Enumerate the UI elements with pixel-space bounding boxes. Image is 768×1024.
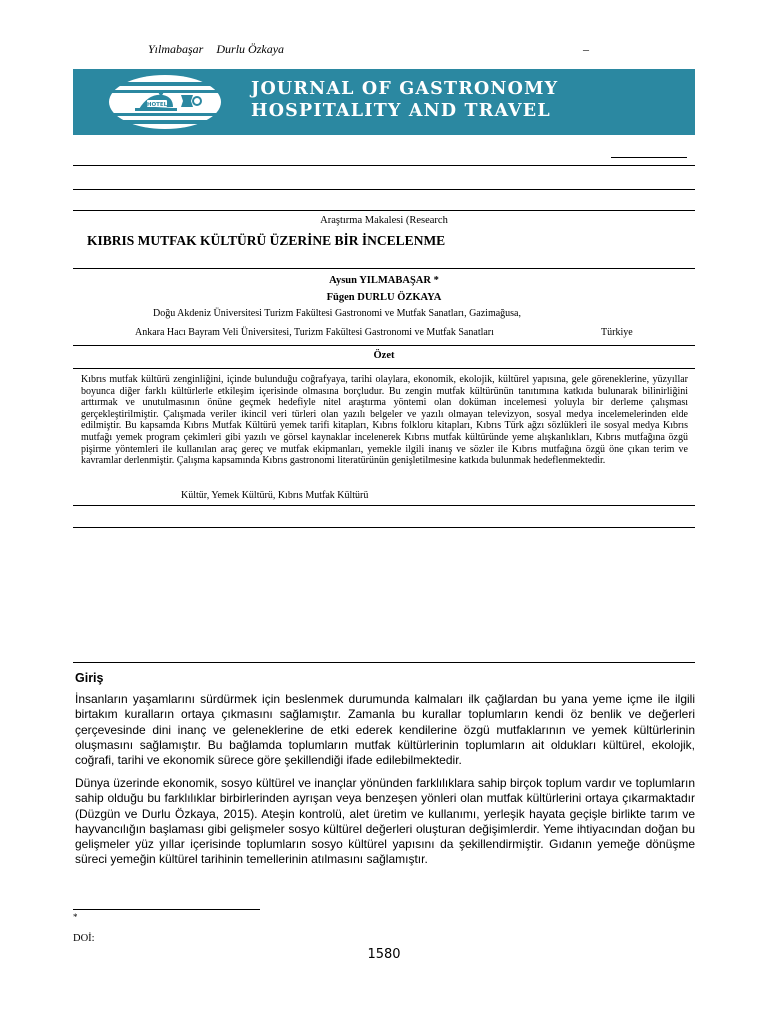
article-type: Araştırma Makalesi (Research — [320, 215, 448, 226]
page-number: 1580 — [367, 947, 401, 962]
abstract-text: Kıbrıs mutfak kültürü zenginliğini, içinde bulunduğu coğrafyaya, tarihi olaylara, ekonomik, ekolojik, kültürel yapısına, gele göreneklerine, yüzyıllar boyunca diğer farklı kültürlerle etkileşim içerisinde olmasına borçludur. Bu zengin mutfak kültürünün tanıtımına katkıda bulunarak bilinirliğini arttırmak ve unutulmasının önüne geçmek hedefiyle nitel araştırma yöntemi olan doküman incelemesi yoluyla bir derleme çalışması gerçekleştirilmiştir. Çalışmada veriler ikincil veri türleri olan yazılı belgeler ve yazılı olmayan televizyon, sosyal medya incelemelerinden elde edilmiştir. Bu kapsamda Kıbrıs Mutfak Kültürü yemek tarifi kitapları, Kıbrıs folkloru kitapları, Kıbrıs Türk ağzı sözlükleri ile sosyal medya Kıbrıs mutfağı yemek program çekimleri gibi yazılı ve görsel kaynaklar incelenerek Kıbrıs mutfak kültüründe yeme alışkanlıkları, Kıbrıs mutfağına özgü pişirme yöntemleri ile kullanılan araç gereç ve mutfak ekipmanları, yemekle ilgili inanış ve sözler ile Kıbrıs mutfağına özgü öne çıkan terim ve kavramlar derlenmiştir. Çalışma kapsamında Kıbrıs gastronomi literatürünün genişletilmesine katkıda bulunmak hedeflenmektedir. — [81, 374, 688, 467]
footnote-mark: * — [73, 912, 78, 922]
divider — [73, 165, 695, 166]
affiliation: Ankara Hacı Bayram Veli Üniversitesi, Turizm Fakültesi Gastronomi ve Mutfak Sanatları — [135, 327, 494, 338]
divider — [73, 268, 695, 269]
author-name: Fügen DURLU ÖZKAYA — [326, 292, 442, 303]
divider — [73, 368, 695, 369]
article-title: KIBRIS MUTFAK KÜLTÜRÜ ÜZERİNE BİR İNCELENME — [87, 233, 446, 248]
affiliation-country: Türkiye — [601, 327, 633, 338]
divider — [73, 505, 695, 506]
journal-banner — [73, 69, 695, 135]
divider — [73, 345, 695, 346]
body-paragraph: Dünya üzerinde ekonomik, sosyo kültürel ve inançlar yönünden farklılıklara sahip birçok toplum vardır ve toplumların sahip olduğu bu farklılıklar birbirlerinden ayrışan veya benzeşen yönleri olan mutfak kültürlerini ortaya çıkarmaktadır (Düzgün ve Durlu Özkaya, 2015). Ateşin kontrolü, alet üretim ve kullanımı, yerleşik hayata geçişle birlikte tarım ve hayvancılığın başlaması gibi gelişmeler sosyo kültürel değerleri oluşturan değişimlerdir. Yeme ihtiyacından doğan bu gelişmeler yüz yıllar içerisinde toplumların sosyo kültürel yapısını da şekillendirmiştir. Gıdanın yemeğe dönüşme süreci yemeğin kültürel tarihinin temellerinin atılmasını sağlamıştır. — [75, 776, 695, 867]
running-authors — [148, 42, 294, 57]
footnote-rule — [73, 909, 260, 910]
body-paragraph: İnsanların yaşamlarını sürdürmek için beslenmek durumunda kalmaları ilk çağlardan bu yana yeme içme ile ilgili birtakım kuralların ortaya çıkmasını sağlamıştır. Zamanla bu kurallar toplumların kendi öz benlik ve değerleri çerçevesinde dini inanç ve geleneklerine de etki ederek kendilerine özgü mutfaklarının ve yemek kültürlerinin oluşmasını sağlamıştır. Bu bağlamda toplumların mutfak kültürlerinin toplumların ait oldukları kültürel, ekolojik, coğrafi, tarihi ve ekonomik sürece göre şekillendiği ifade edilebilmektedir. — [75, 692, 695, 768]
divider — [73, 527, 695, 528]
running-author-first: Yılmabaşar — [148, 42, 204, 56]
abstract-label: Özet — [373, 350, 395, 361]
journal-title-line1: JOURNAL OF GASTRONOMY — [251, 79, 559, 99]
divider — [73, 210, 695, 211]
keywords: Kültür, Yemek Kültürü, Kıbrıs Mutfak Kültürü — [181, 490, 369, 501]
divider — [73, 662, 695, 663]
journal-title — [251, 78, 558, 122]
footnote-doi: DOİ: — [73, 933, 95, 944]
header-dash: – — [583, 42, 589, 56]
divider — [73, 189, 695, 190]
section-heading: Giriş — [75, 671, 104, 685]
short-rule — [611, 157, 687, 158]
hotel-logo-icon — [107, 73, 223, 131]
affiliation: Doğu Akdeniz Üniversitesi Turizm Fakültesi Gastronomi ve Mutfak Sanatları, Gazimağusa, — [153, 308, 521, 319]
author-name: Aysun YILMABAŞAR * — [329, 275, 439, 286]
running-author-second: Durlu Özkaya — [216, 42, 285, 56]
logo-text: HOTEL — [146, 102, 168, 108]
journal-title-line2: HOSPITALITY AND TRAVEL — [251, 101, 551, 121]
